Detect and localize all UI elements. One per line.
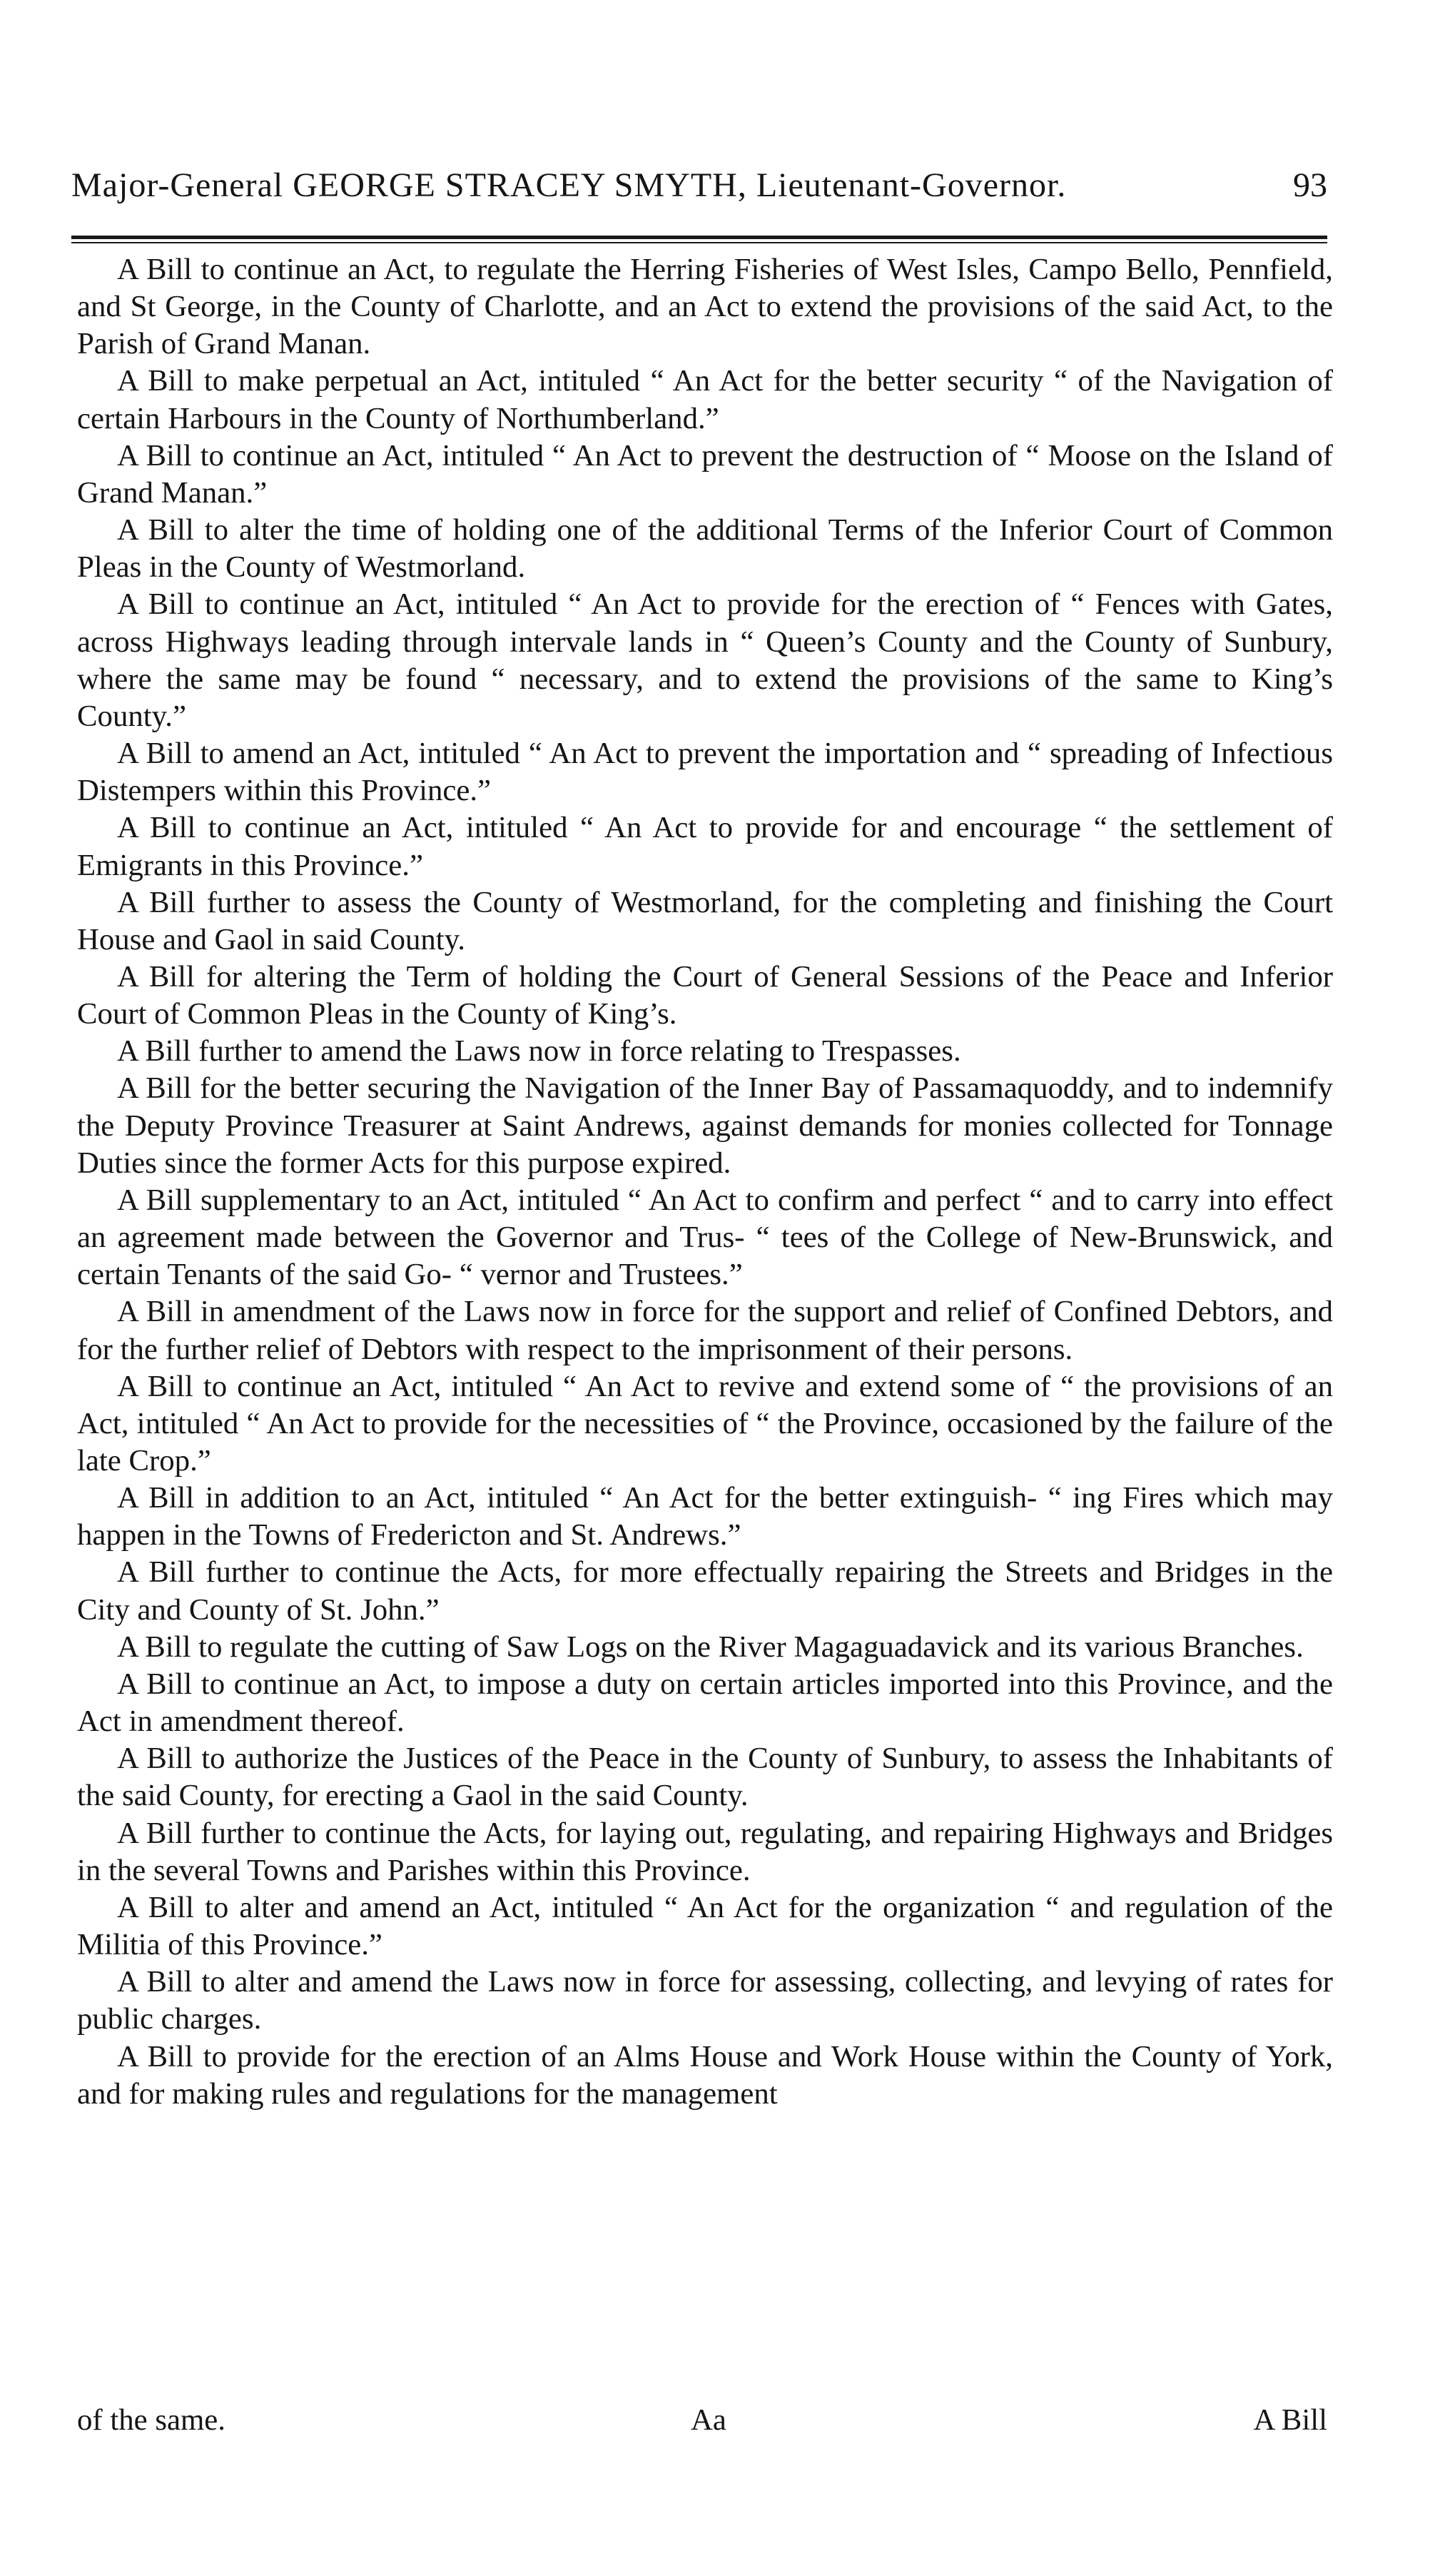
page-footer	[77, 2402, 1333, 2439]
bill-paragraph: A Bill for the better securing the Navigation of the Inner Bay of Passamaquoddy, and to indemnify the Deputy Province Treasurer at Saint Andrews, against demands for monies collected for Tonnage Duties since the former Acts for this purpose expired.	[77, 1071, 1333, 1180]
bill-list	[77, 251, 1333, 2113]
bill-paragraph: A Bill to continue an Act, intituled “ An Act to provide for the erection of “ Fences with Gates, across Highways leading through intervale lands in “ Queen’s County and the County of Sunbury, where the same may be found “ necessary, and to extend the provisions of the same to King’s County.”	[77, 587, 1333, 733]
running-title: Major-General GEORGE STRACEY SMYTH, Lieutenant-Governor.	[71, 166, 1067, 204]
page-number: 93	[1293, 166, 1327, 204]
bill-paragraph: A Bill to make perpetual an Act, intituled “ An Act for the better security “ of the Navigation of certain Harbours in the County of Northumberland.”	[77, 364, 1333, 435]
bill-paragraph: A Bill to alter the time of holding one of the additional Terms of the Inferior Court of Common Pleas in the County of Westmorland.	[77, 513, 1333, 585]
header-rule-thick	[71, 236, 1327, 239]
bill-paragraph: A Bill to continue an Act, intituled “ An Act to revive and extend some of “ the provisions of an Act, intituled “ An Act to provide for the necessities of “ the Province, occasioned by the failure of the late Crop.”	[77, 1369, 1333, 1478]
signature-mark: Aa	[691, 2403, 726, 2437]
bill-paragraph: A Bill to provide for the erection of an Alms House and Work House within the County of York, and for making rules and regulations for the management	[77, 2039, 1333, 2111]
bill-paragraph: A Bill further to continue the Acts, for laying out, regulating, and repairing Highways and Bridges in the several Towns and Parishes within this Province.	[77, 1816, 1333, 1887]
bill-paragraph: A Bill to continue an Act, intituled “ An Act to provide for and encourage “ the settlement of Emigrants in this Province.”	[77, 811, 1333, 882]
bill-paragraph: A Bill in addition to an Act, intituled “ An Act for the better extinguish- “ ing Fires which may happen in the Towns of Fredericton and St. Andrews.”	[77, 1481, 1333, 1552]
bill-paragraph: A Bill to continue an Act, to regulate the Herring Fisheries of West Isles, Campo Bello, Pennfield, and St George, in the County of Charlotte, and an Act to extend the provisions of the said Act, to the Parish of Grand Manan.	[77, 253, 1333, 361]
bill-paragraph: A Bill to alter and amend an Act, intituled “ An Act for the organization “ and regulation of the Militia of this Province.”	[77, 1890, 1333, 1962]
catchword: A Bill	[1253, 2403, 1327, 2437]
final-line: of the same.	[77, 2403, 225, 2437]
bill-paragraph: A Bill to authorize the Justices of the Peace in the County of Sunbury, to assess the Inhabitants of the said County, for erecting a Gaol in the said County.	[77, 1742, 1333, 1813]
bill-paragraph: A Bill to continue an Act, intituled “ An Act to prevent the destruction of “ Moose on the Island of Grand Manan.”	[77, 438, 1333, 510]
bill-paragraph: A Bill further to assess the County of Westmorland, for the completing and finishing the Court House and Gaol in said County.	[77, 885, 1333, 956]
bill-paragraph: A Bill to continue an Act, to impose a duty on certain articles imported into this Province, and the Act in amendment thereof.	[77, 1667, 1333, 1739]
bill-paragraph: A Bill further to continue the Acts, for more effectually repairing the Streets and Bridges in the City and County of St. John.”	[77, 1555, 1333, 1627]
running-header	[71, 166, 1327, 205]
header-rule-thin	[71, 242, 1327, 243]
bill-paragraph: A Bill further to amend the Laws now in force relating to Trespasses.	[117, 1034, 961, 1069]
bill-paragraph: A Bill supplementary to an Act, intituled “ An Act to confirm and perfect “ and to carry into effect an agreement made between the Governor and Trus- “ tees of the College of New-Brunswick, and certain Tenants of the said Go- “ vernor and Trustees.”	[77, 1183, 1333, 1292]
bill-paragraph: A Bill to amend an Act, intituled “ An Act to prevent the importation and “ spreading of Infectious Distempers within this Province.”	[77, 737, 1333, 808]
bill-paragraph: A Bill to regulate the cutting of Saw Logs on the River Magaguadavick and its various Branches.	[117, 1630, 1304, 1664]
bill-paragraph: A Bill for altering the Term of holding the Court of General Sessions of the Peace and Inferior Court of Common Pleas in the County of King’s.	[77, 959, 1333, 1031]
bill-paragraph: A Bill to alter and amend the Laws now in force for assessing, collecting, and levying of rates for public charges.	[77, 1965, 1333, 2036]
bill-paragraph: A Bill in amendment of the Laws now in force for the support and relief of Confined Debtors, and for the further relief of Debtors with respect to the imprisonment of their persons.	[77, 1295, 1333, 1366]
